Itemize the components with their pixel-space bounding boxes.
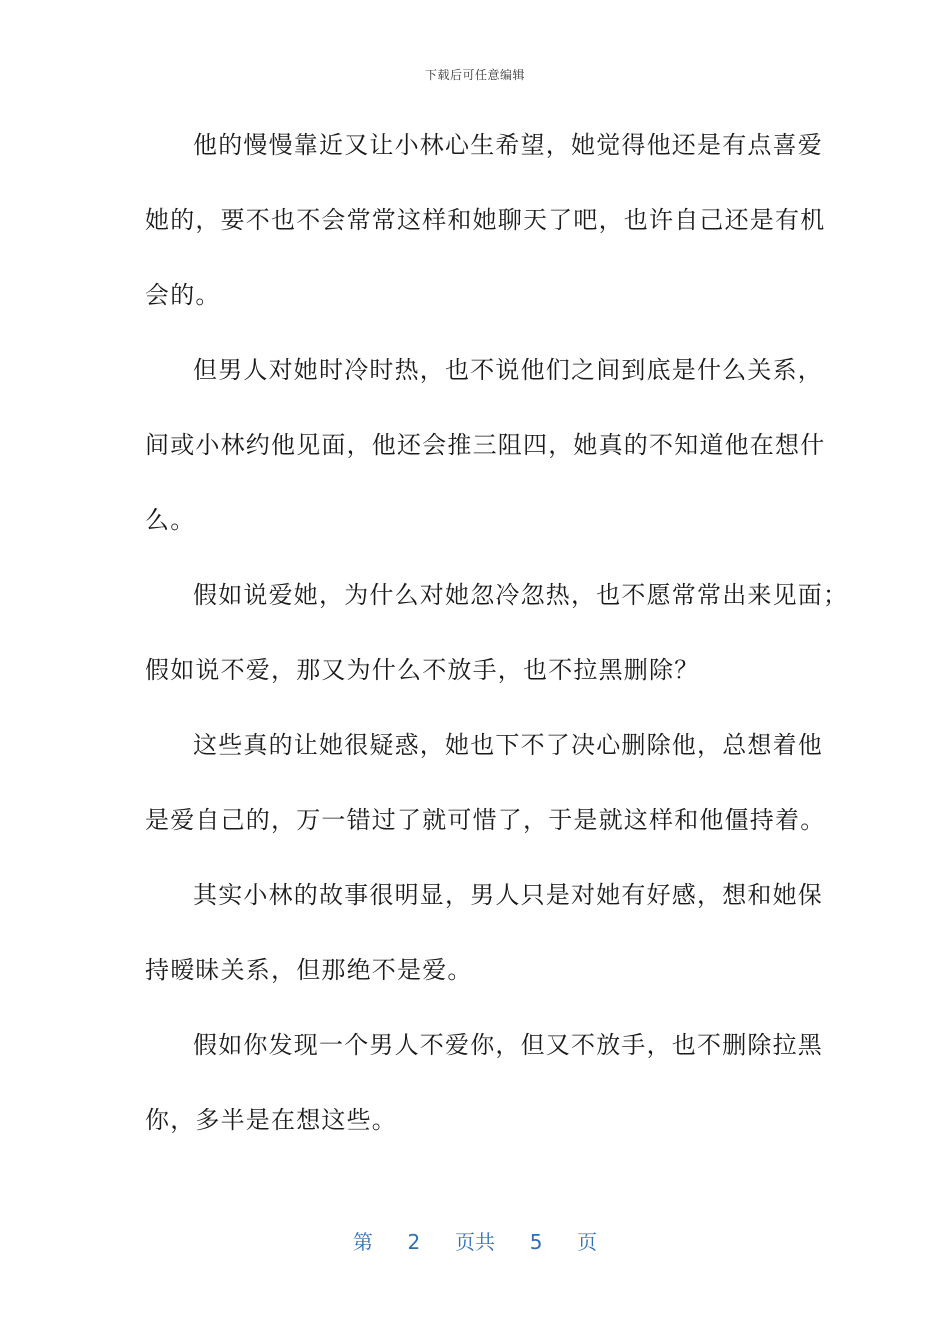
paragraph-2-line-1: 但男人对她时冷时热，也不说他们之间到底是什么关系， — [193, 356, 823, 384]
paragraph-2-line-3: 么。 — [145, 506, 196, 534]
footer-suffix: 页 — [577, 1230, 598, 1254]
paragraph-2-line-2: 间或小林约他见面，他还会推三阻四，她真的不知道他在想什 — [145, 431, 826, 459]
page-footer — [0, 1226, 950, 1255]
paragraph-6-line-2: 你，多半是在想这些。 — [145, 1106, 397, 1134]
paragraph-4-line-2: 是爱自己的，万一错过了就可惜了，于是就这样和他僵持着。 — [145, 806, 826, 834]
page-header: 下载后可任意编辑 — [424, 68, 525, 82]
paragraph-3-line-2: 假如说不爱，那又为什么不放手，也不拉黑删除？ — [145, 656, 700, 684]
footer-prefix: 第 — [352, 1230, 373, 1254]
paragraph-3-line-1: 假如说爱她，为什么对她忽冷忽热，也不愿常常出来见面； — [193, 581, 849, 609]
document-body — [145, 124, 849, 1174]
paragraph-6-line-1: 假如你发现一个男人不爱你，但又不放手，也不删除拉黑 — [193, 1031, 823, 1059]
paragraph-1-line-2: 她的，要不也不会常常这样和她聊天了吧，也许自己还是有机 — [145, 206, 826, 234]
paragraph-1-line-1: 他的慢慢靠近又让小林心生希望，她觉得他还是有点喜爱 — [193, 131, 823, 159]
paragraph-5-line-2: 持暧昧关系，但那绝不是爱。 — [145, 956, 473, 984]
footer-middle: 页共 — [455, 1230, 495, 1254]
paragraph-4-line-1: 这些真的让她很疑惑，她也下不了决心删除他，总想着他 — [193, 731, 823, 759]
paragraph-1-line-3: 会的。 — [145, 281, 221, 309]
footer-total-pages: 5 — [529, 1230, 543, 1254]
paragraph-5-line-1: 其实小林的故事很明显，男人只是对她有好感，想和她保 — [193, 881, 823, 909]
footer-current-page: 2 — [407, 1230, 421, 1254]
